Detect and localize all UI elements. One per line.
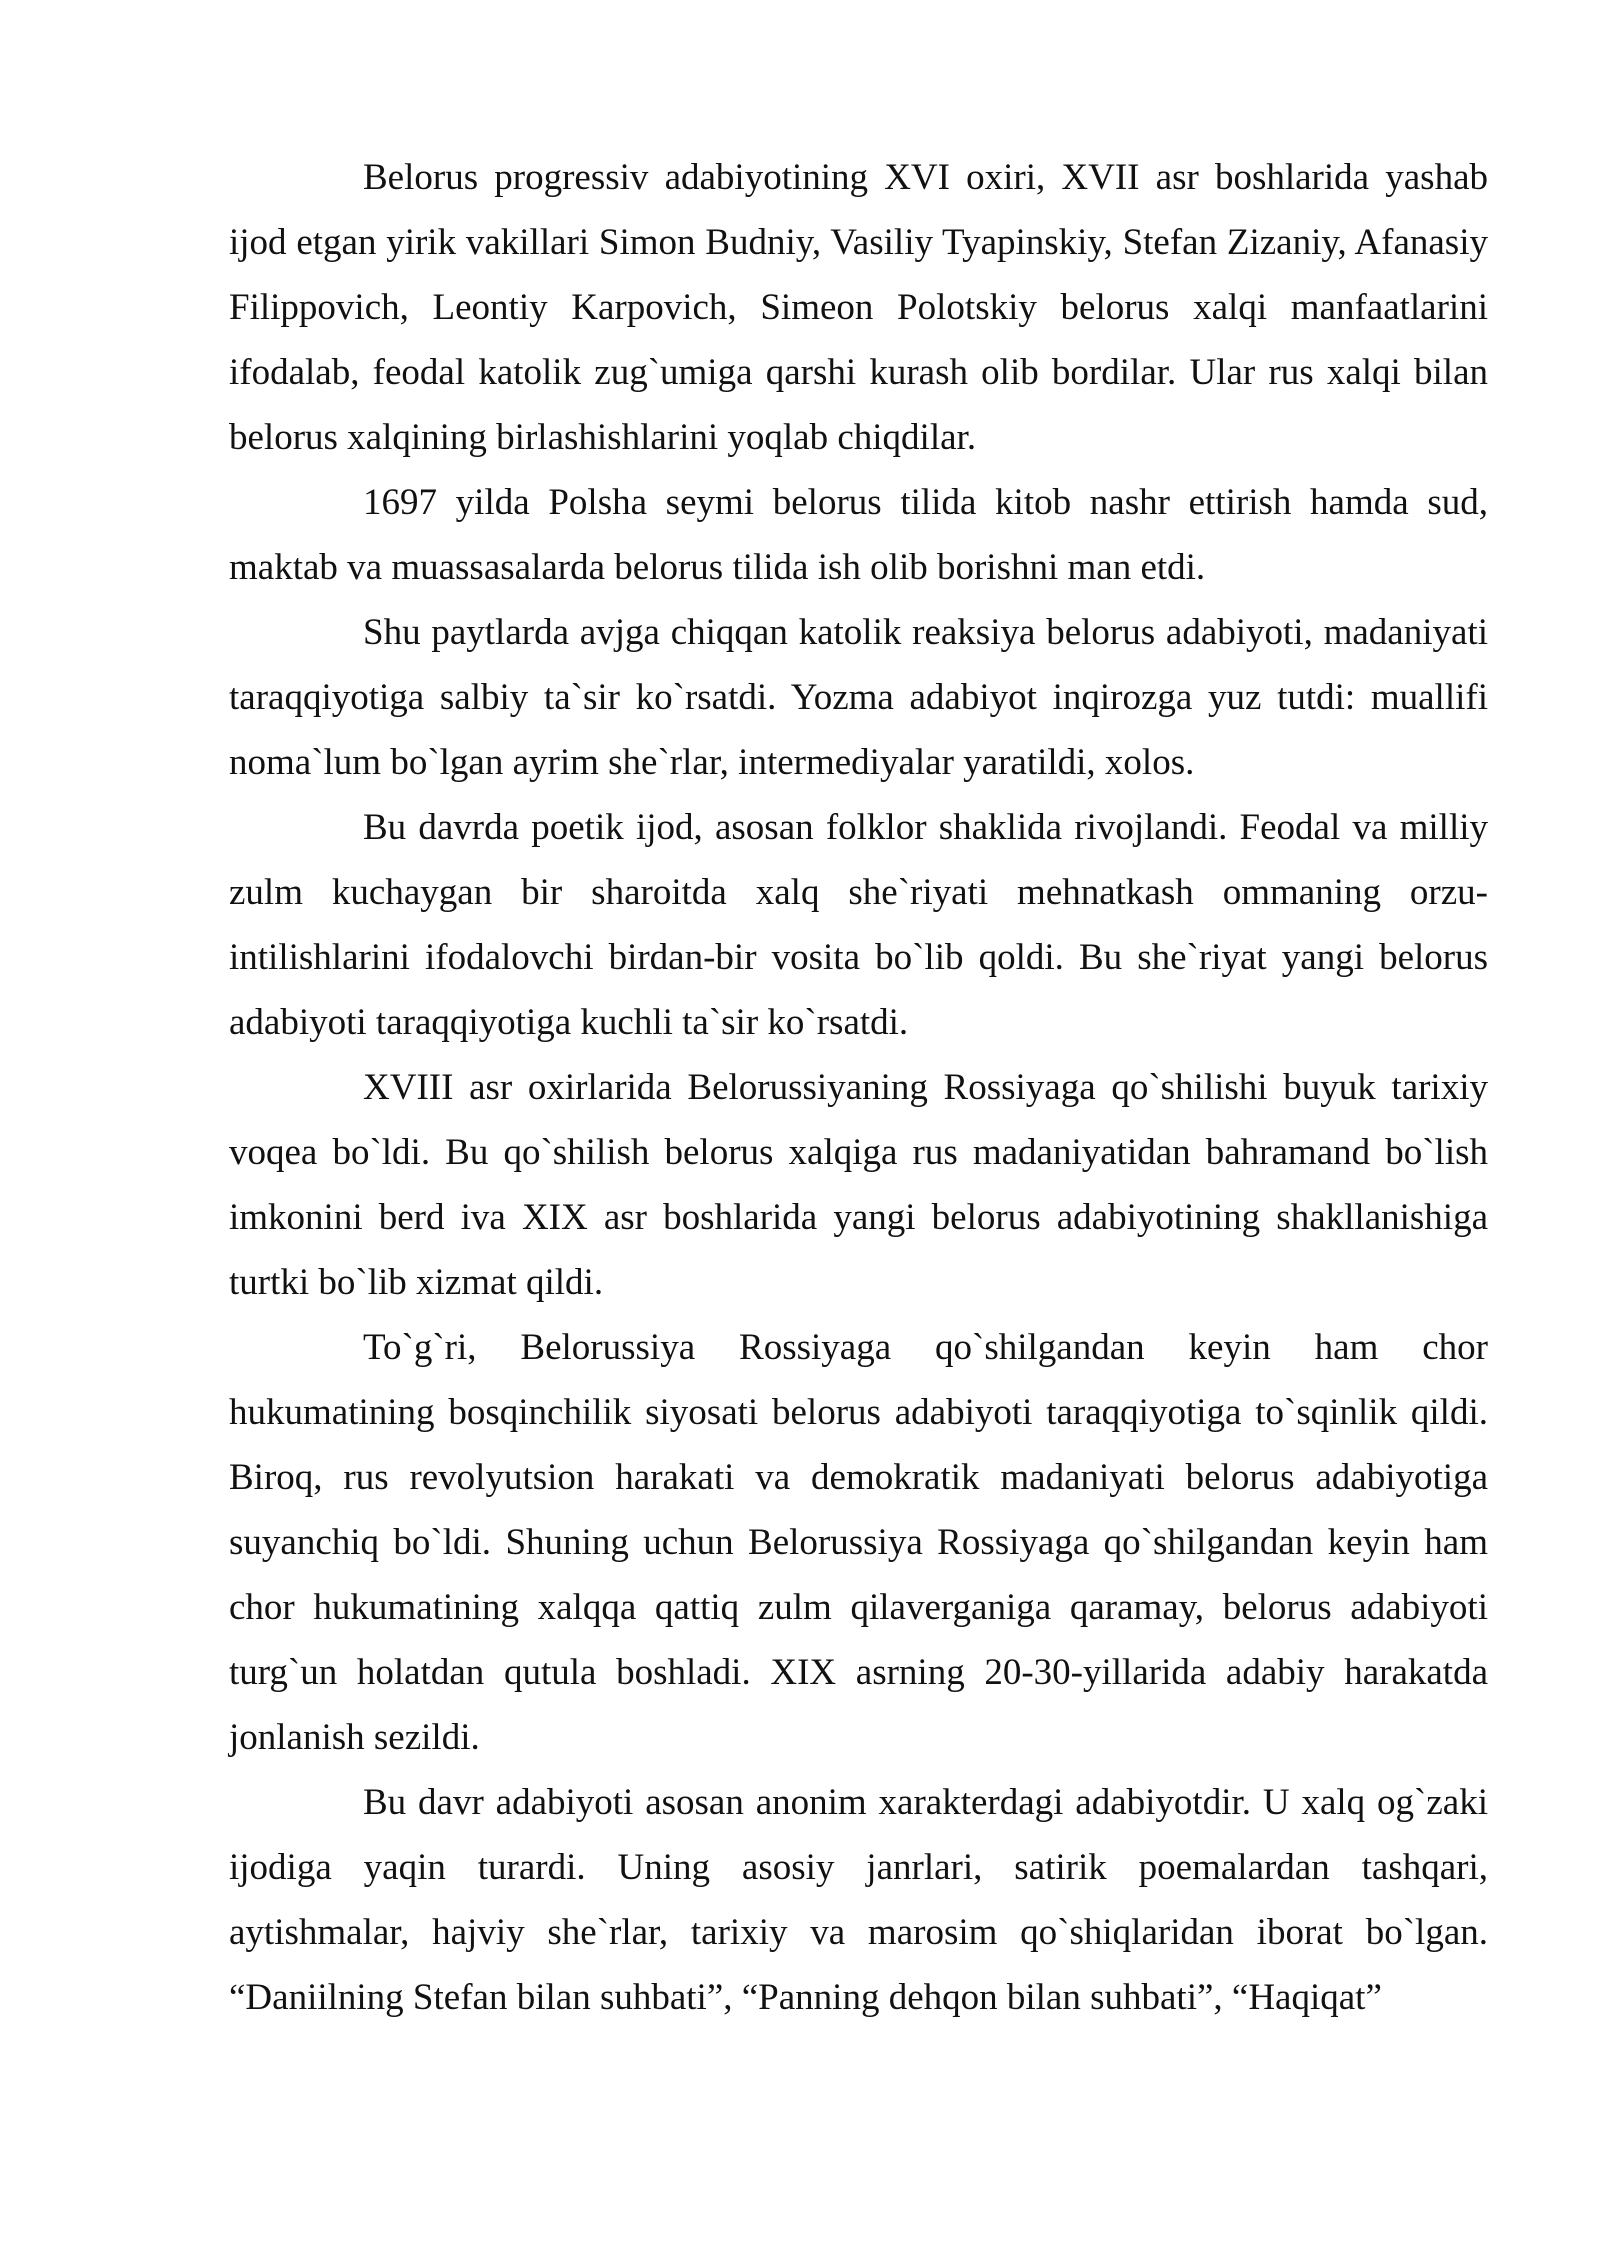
- paragraph-3: Shu paytlarda avjga chiqqan katolik reaksiya belorus adabiyoti, madaniyati taraqqiyotiga salbiy ta`sir ko`rsatdi. Yozma adabiyot inqirozga yuz tutdi: muallifi noma`lum bo`lgan ayrim she`rlar, intermediyalar yaratildi, xolos.: [229, 612, 1488, 783]
- paragraph-2: 1697 yilda Polsha seymi belorus tilida kitob nashr ettirish hamda sud, maktab va muassasalarda belorus tilida ish olib borishni man etdi.: [229, 482, 1488, 588]
- paragraph-5: XVIII asr oxirlarida Belorussiyaning Rossiyaga qo`shilishi buyuk tarixiy voqea bo`ldi. Bu qo`shilish belorus xalqiga rus madaniyatidan bahramand bo`lish imkonini berd iva XIX asr boshlarida yangi belorus adabiyotining shakllanishiga turtki bo`lib xizmat qildi.: [229, 1067, 1488, 1303]
- paragraph-6: To`g`ri, Belorussiya Rossiyaga qo`shilgandan keyin ham chor hukumatining bosqinchilik siyosati belorus adabiyoti taraqqiyotiga to`sqinlik qildi. Biroq, rus revolyutsion harakati va demokratik madaniyati belorus adabiyotiga suyanchiq bo`ldi. Shuning uchun Belorussiya Rossiyaga qo`shilgandan keyin ham chor hukumatining xalqqa qattiq zulm qilaverganiga qaramay, belorus adabiyoti turg`un holatdan qutula boshladi. XIX asrning 20-30-yillarida adabiy harakatda jonlanish sezildi.: [229, 1327, 1488, 1758]
- paragraph-7: Bu davr adabiyoti asosan anonim xarakterdagi adabiyotdir. U xalq og`zaki ijodiga yaqin turardi. Uning asosiy janrlari, satirik poemalardan tashqari, aytishmalar, hajviy she`rlar, tarixiy va marosim qo`shiqlaridan iborat bo`lgan. “Daniilning Stefan bilan suhbati”, “Panning dehqon bilan suhbati”, “Haqiqat”: [229, 1782, 1488, 2018]
- paragraph-1: Belorus progressiv adabiyotining XVI oxiri, XVII asr boshlarida yashab ijod etgan yirik vakillari Simon Budniy, Vasiliy Tyapinskiy, Stefan Zizaniy, Afanasiy Filippovich, Leontiy Karpovich, Simeon Polotskiy belorus xalqi manfaatlarini ifodalab, feodal katolik zug`umiga qarshi kurash olib bordilar. Ular rus xalqi bilan belorus xalqining birlashishlarini yoqlab chiqdilar.: [229, 157, 1488, 458]
- paragraph-4: Bu davrda poetik ijod, asosan folklor shaklida rivojlandi. Feodal va milliy zulm kuchaygan bir sharoitda xalq she`riyati mehnatkash ommaning orzu-intilishlarini ifodalovchi birdan-bir vosita bo`lib qoldi. Bu she`riyat yangi belorus adabiyoti taraqqiyotiga kuchli ta`sir ko`rsatdi.: [229, 807, 1488, 1043]
- document-page: [229, 145, 1488, 2030]
